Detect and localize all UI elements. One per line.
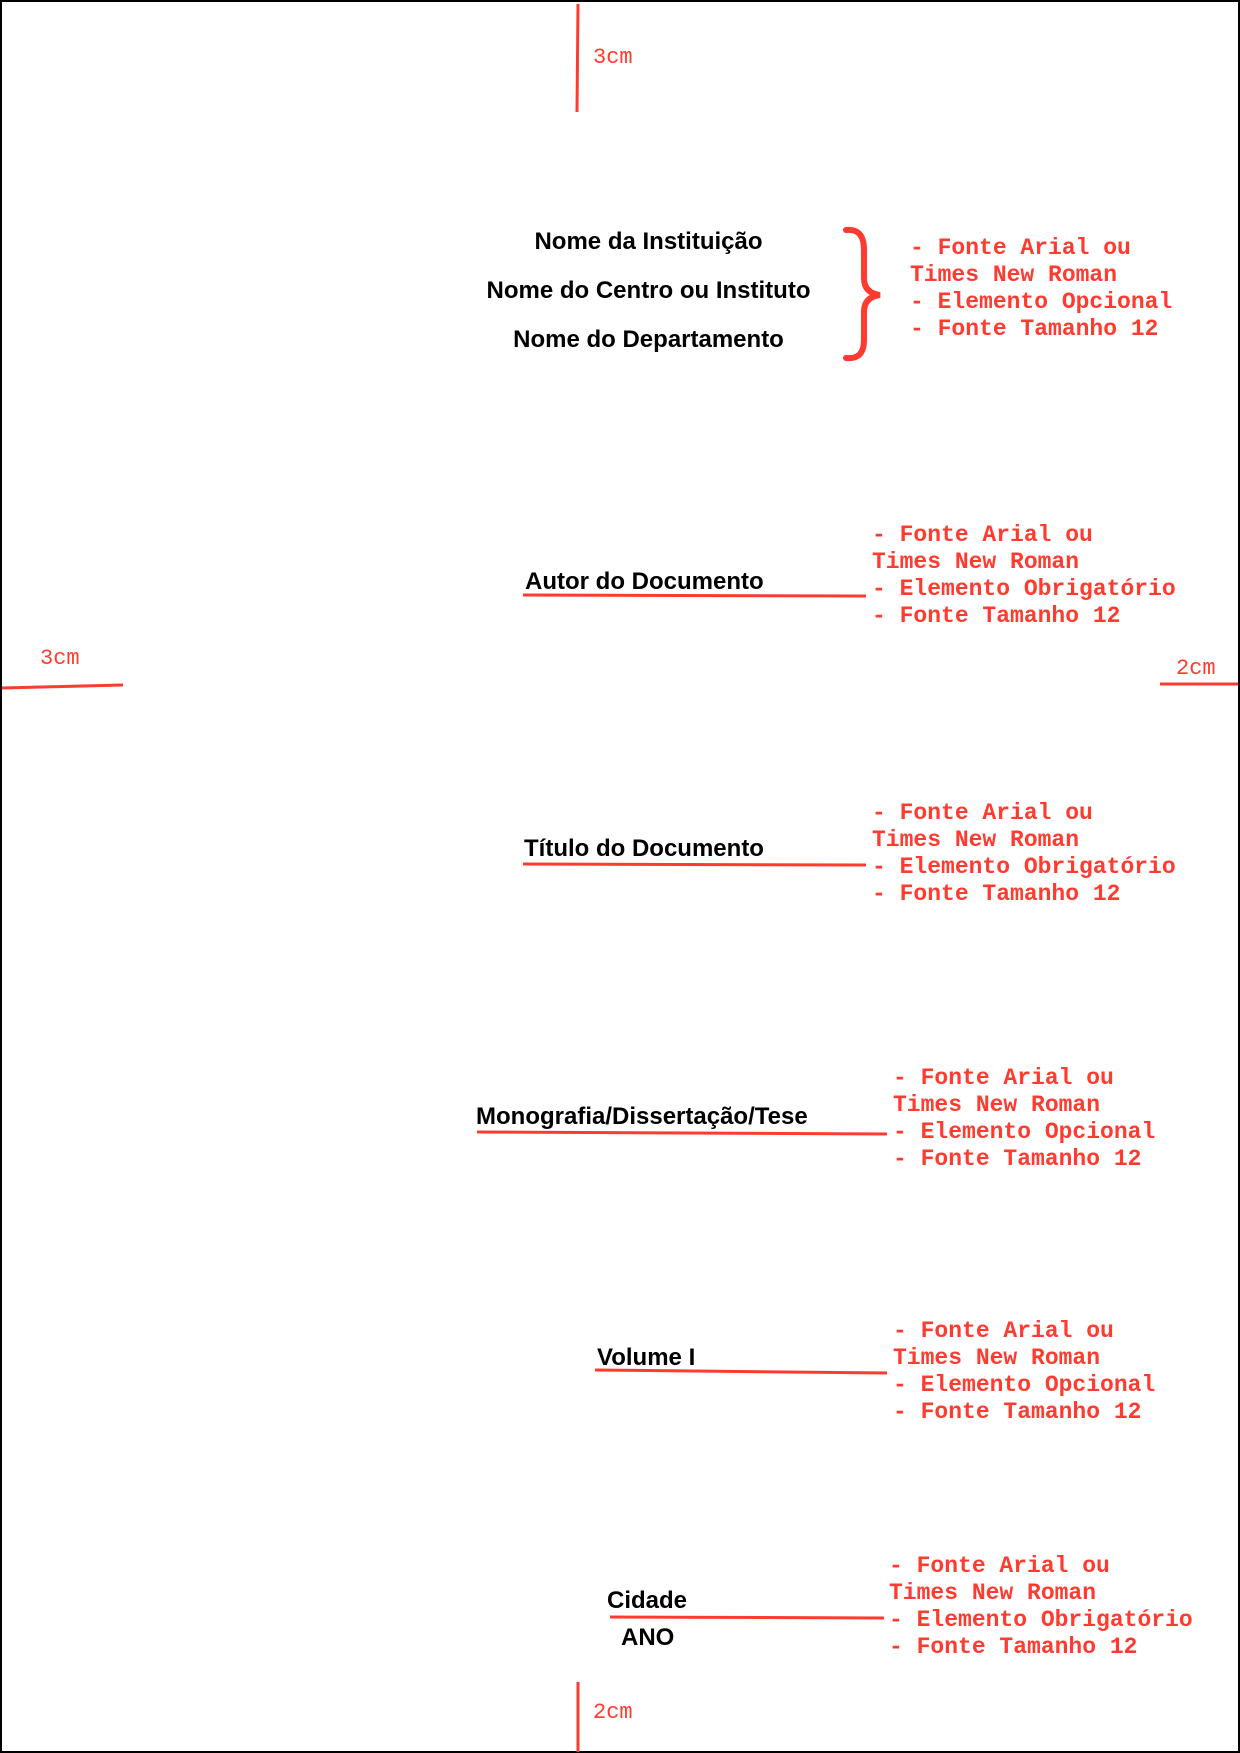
volume-note: - Fonte Arial ou Times New Roman - Elemento Opcional - Fonte Tamanho 12 <box>893 1318 1156 1425</box>
place-year-underline <box>610 1617 884 1618</box>
title-label: Título do Documento <box>524 835 764 862</box>
author-note: - Fonte Arial ou Times New Roman - Elemento Obrigatório - Fonte Tamanho 12 <box>872 522 1176 629</box>
institution-name: Nome da Instituição <box>534 228 763 255</box>
left-margin-label: 3cm <box>40 646 80 671</box>
author-label: Autor do Documento <box>525 568 764 595</box>
title-underline <box>523 864 866 865</box>
nature-note: - Fonte Arial ou Times New Roman - Elemento Opcional - Fonte Tamanho 12 <box>893 1065 1156 1172</box>
top-margin-label: 3cm <box>593 45 633 70</box>
institution-brace <box>846 230 880 358</box>
volume-label: Volume I <box>597 1344 696 1371</box>
city-label: Cidade <box>607 1587 688 1614</box>
left-margin-marker <box>2 685 123 688</box>
top-margin-marker <box>577 4 578 112</box>
place-year-note: - Fonte Arial ou Times New Roman - Elemento Obrigatório - Fonte Tamanho 12 <box>889 1553 1193 1660</box>
nature-underline <box>477 1132 887 1134</box>
institution-note: - Fonte Arial ou Times New Roman - Elemento Opcional - Fonte Tamanho 12 <box>910 235 1173 342</box>
department-name: Nome do Departamento <box>513 326 784 353</box>
year-label: ANO <box>621 1624 675 1651</box>
bottom-margin-label: 2cm <box>593 1700 633 1725</box>
title-note: - Fonte Arial ou Times New Roman - Elemento Obrigatório - Fonte Tamanho 12 <box>872 800 1176 907</box>
center-name: Nome do Centro ou Instituto <box>486 277 811 304</box>
right-margin-label: 2cm <box>1176 656 1216 681</box>
nature-label: Monografia/Dissertação/Tese <box>476 1103 808 1130</box>
